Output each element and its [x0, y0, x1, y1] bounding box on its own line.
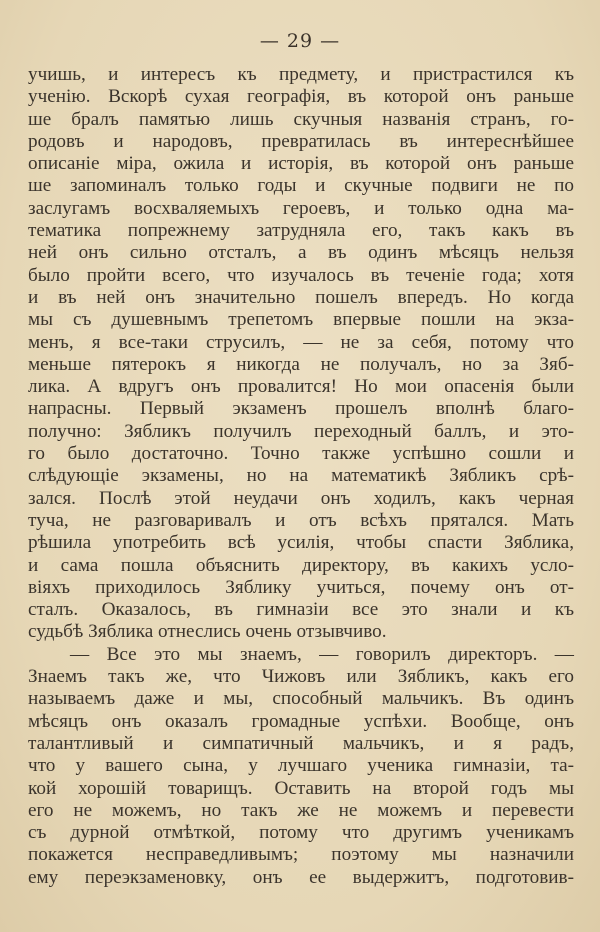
text-line: слѣдующіе экзамены, но на математикѣ Зябликъ срѣ-: [28, 465, 574, 487]
text-line: ученію. Вскорѣ сухая географія, въ которой онъ раньше: [28, 86, 574, 108]
text-line: Знаемъ такъ же, что Чижовъ или Зябликъ, какъ его: [28, 666, 574, 688]
text-line: его не можемъ, но такъ же не можемъ и перевести: [28, 799, 574, 821]
text-line: учишь, и интересъ къ предмету, и пристрастился къ: [28, 64, 574, 85]
text-line: мы съ душевнымъ трепетомъ впервые пошли на экза-: [28, 309, 574, 331]
text-line: и сама пошла объяснить директору, въ какихъ усло-: [28, 554, 574, 576]
text-line: віяхъ приходилось Зяблику учиться, почему онъ от-: [28, 576, 574, 598]
text-line: заслугамъ восхваляемыхъ героевъ, и только одна ма-: [28, 197, 574, 219]
text-line: мѣсяцъ онъ оказалъ громадные успѣхи. Вообще, онъ: [28, 710, 574, 732]
text-line: покажется несправедливымъ; поэтому мы назначили: [28, 844, 574, 866]
text-line: го было достаточно. Точно также успѣшно сошли и: [28, 443, 574, 465]
page-number: — 29 —: [259, 30, 341, 52]
text-line: меньше пятерокъ я никогда не получалъ, но за Зяб-: [28, 353, 574, 375]
text-line: туча, не разговаривалъ и отъ всѣхъ прятался. Мать: [28, 509, 574, 531]
text-line: рѣшила употребить всѣ усилія, чтобы спасти Зяблика,: [28, 532, 574, 554]
text-line: и въ ней онъ значительно пошелъ впередъ. Но когда: [28, 286, 574, 308]
text-line: было пройти всего, что изучалось въ теченіе года; хотя: [28, 264, 574, 286]
text-line: описаніе міра, ожила и исторія, въ которой онъ раньше: [28, 153, 574, 175]
text-line: кой хорошій товарищъ. Оставить на второй годъ мы: [28, 777, 574, 799]
text-line: талантливый и симпатичный мальчикъ, и я радъ,: [28, 732, 574, 754]
text-line: родовъ и народовъ, превратилась въ интереснѣйшее: [28, 130, 574, 152]
text-line: съ дурной отмѣткой, потому что другимъ ученикамъ: [28, 822, 574, 844]
text-line: менъ, я все-таки струсилъ, — не за себя, потому что: [28, 331, 574, 353]
page-body-text: [28, 64, 574, 889]
text-line: ней онъ сильно отсталъ, а въ одинъ мѣсяцъ нельзя: [28, 242, 574, 264]
text-line: ему переэкзаменовку, онъ ее выдержитъ, подготовив-: [28, 866, 574, 888]
text-line: зался. Послѣ этой неудачи онъ ходилъ, какъ черная: [28, 487, 574, 509]
text-line: называемъ даже и мы, способный мальчикъ. Въ одинъ: [28, 688, 574, 710]
text-line: лика. А вдругъ онъ провалится! Но мои опасенія были: [28, 376, 574, 398]
text-line: ше бралъ памятью лишь скучныя названія странъ, го-: [28, 108, 574, 130]
text-line: — Все это мы знаемъ, — говорилъ директоръ. —: [70, 643, 574, 665]
text-line: получно: Зябликъ получилъ переходный баллъ, и это-: [28, 420, 574, 442]
text-line: напрасны. Первый экзаменъ прошелъ вполнѣ благо-: [28, 398, 574, 420]
text-line: судьбѣ Зяблика отнеслись очень отзывчиво.: [28, 621, 387, 643]
text-line: что у вашего сына, у лучшаго ученика гимназіи, та-: [28, 755, 574, 777]
text-line: тематика попрежнему затрудняла его, такъ какъ въ: [28, 220, 574, 242]
text-line: ше запоминалъ только годы и скучные подвиги не по: [28, 175, 574, 197]
text-line: сталъ. Оказалось, въ гимназіи все это знали и къ: [28, 599, 574, 621]
